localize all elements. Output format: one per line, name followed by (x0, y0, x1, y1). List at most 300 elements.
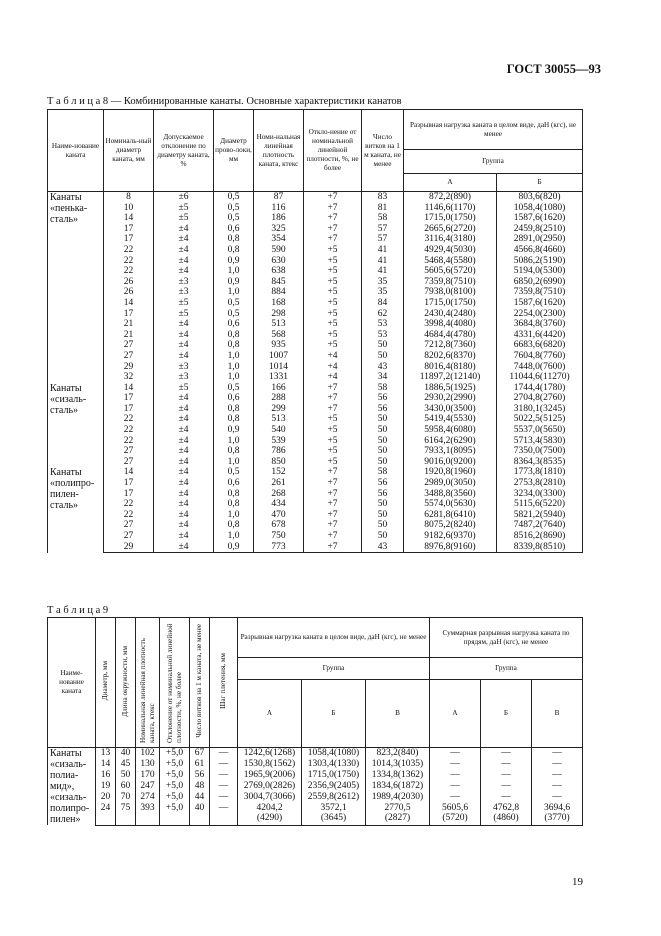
table-cell: 0,8 (214, 414, 254, 425)
table-cell: 1773,8(1810) (497, 467, 583, 478)
table-cell: — (430, 792, 481, 803)
table-cell: +5 (304, 425, 362, 436)
table-cell: 3180,1(3245) (497, 404, 583, 415)
table-cell: — (532, 759, 583, 770)
table-cell: 43 (362, 362, 404, 373)
table-cell: — (210, 748, 238, 759)
table-cell: ±4 (154, 520, 214, 531)
table-cell: 6850,2(6990) (497, 277, 583, 288)
table-cell: 8075,2(8240) (404, 520, 497, 531)
table-cell: ±4 (154, 542, 214, 553)
table-cell: ±4 (154, 436, 214, 447)
table-cell: 0,5 (214, 309, 254, 320)
table-cell: 5115,6(5220) (497, 499, 583, 510)
table-row (48, 393, 583, 404)
table-cell: 0,8 (214, 330, 254, 341)
table-row (48, 372, 583, 383)
table-cell (302, 803, 366, 825)
table-cell: — (430, 759, 481, 770)
table-row (48, 362, 583, 373)
table-cell: 1303,4(1330) (302, 759, 366, 770)
table-cell: 325 (254, 224, 304, 235)
table-cell: ±4 (154, 351, 214, 362)
table-cell: 8 (104, 192, 154, 203)
table-cell: — (210, 781, 238, 792)
table-cell: — (481, 770, 532, 781)
table-row (48, 330, 583, 341)
cell-value: 24 (100, 802, 111, 813)
table-cell: 35 (362, 277, 404, 288)
table-cell: 56 (362, 404, 404, 415)
cell-value-kgf: (3645) (320, 813, 347, 824)
table-cell: 50 (362, 531, 404, 542)
table-row (48, 457, 583, 468)
table-cell: 62 (362, 309, 404, 320)
table-row (48, 759, 583, 770)
table-cell: 7448,0(7600) (497, 362, 583, 373)
table-cell: 17 (104, 404, 154, 415)
table-cell: +7 (304, 393, 362, 404)
rope-type-name: Канаты «сизаль-полиа-мид», «сизаль-полипро-пилен» (48, 748, 96, 826)
t8-head-group: Группа (404, 150, 583, 174)
table-cell: 2430,4(2480) (404, 309, 497, 320)
table-cell: +5,0 (160, 770, 190, 781)
table-cell: 29 (104, 362, 154, 373)
table-cell: 2704,8(2760) (497, 393, 583, 404)
table-cell: 27 (104, 340, 154, 351)
table-cell: 2356,9(2405) (302, 781, 366, 792)
table-cell: 22 (104, 436, 154, 447)
table9-body (48, 748, 583, 826)
table-cell: 11044,6(11270) (497, 372, 583, 383)
table-cell: +5 (304, 330, 362, 341)
table-cell: — (210, 792, 238, 803)
t9-head-density: Номинальная линейная плотность каната, ктекс (136, 618, 160, 748)
table-cell: 50 (116, 770, 136, 781)
table-cell: 1334,8(1362) (366, 770, 430, 781)
table-cell: ±5 (154, 383, 214, 394)
table-cell (366, 803, 430, 825)
table-cell: 4684,4(4780) (404, 330, 497, 341)
t8-head-group-a: А (404, 174, 497, 192)
table-cell: 50 (362, 351, 404, 362)
table-row (48, 309, 583, 320)
table-cell: 58 (362, 467, 404, 478)
table-cell: 0,9 (214, 277, 254, 288)
t9-head-v: В (366, 680, 430, 748)
t9-head-group-whole: Группа (238, 658, 430, 680)
table-cell: 170 (136, 770, 160, 781)
table-cell: 41 (362, 266, 404, 277)
table-cell: 41 (362, 256, 404, 267)
table-cell: 845 (254, 277, 304, 288)
table-row (48, 234, 583, 245)
table-cell: ±4 (154, 478, 214, 489)
table-row (48, 266, 583, 277)
table-cell (532, 803, 583, 825)
table-row (48, 213, 583, 224)
table-cell: 3116,4(3180) (404, 234, 497, 245)
table-cell: 4331,6(4420) (497, 330, 583, 341)
table-cell: 50 (362, 499, 404, 510)
table-cell: 6683,6(6820) (497, 340, 583, 351)
table-cell: +5 (304, 309, 362, 320)
table-cell: 0,6 (214, 393, 254, 404)
table-cell: 7359,8(7510) (404, 277, 497, 288)
table-cell: 850 (254, 457, 304, 468)
table-cell: 17 (104, 478, 154, 489)
table-cell: ±4 (154, 330, 214, 341)
table-cell (430, 803, 481, 825)
table-cell: 50 (362, 340, 404, 351)
table-cell: 50 (362, 510, 404, 521)
table-row (48, 520, 583, 531)
t9-head-group-strands: Группа (430, 658, 583, 680)
cell-value: +5,0 (165, 802, 184, 813)
table-cell: 4929,4(5030) (404, 245, 497, 256)
table-row (48, 192, 583, 203)
table-cell: 274 (136, 792, 160, 803)
t8-head-tolerance: Допускаемое отклонение по диаметру каната, % (154, 110, 214, 192)
table-cell: 513 (254, 414, 304, 425)
cell-value-kgf: (4290) (256, 813, 283, 824)
table-cell: 2930,2(2990) (404, 393, 497, 404)
table-cell: 1,0 (214, 372, 254, 383)
table-cell: 0,9 (214, 542, 254, 553)
table-row (48, 203, 583, 214)
table-cell: 0,6 (214, 224, 254, 235)
table-cell: 56 (190, 770, 210, 781)
table-cell: 27 (104, 351, 154, 362)
table-cell: 17 (104, 393, 154, 404)
table-cell: 3430,0(3500) (404, 404, 497, 415)
table8-caption: Т а б л и ц а 8 — Комбинированные канаты. Основные характеристики канатов (47, 96, 402, 107)
table-cell: 5086,2(5190) (497, 256, 583, 267)
table-cell: ±5 (154, 213, 214, 224)
table-cell: 22 (104, 425, 154, 436)
table-cell (210, 803, 238, 825)
table-cell (481, 803, 532, 825)
t8-head-wire: Диаметр прово-локи, мм (214, 110, 254, 192)
table-cell: 1242,6(1268) (238, 748, 302, 759)
table-cell: 0,5 (214, 213, 254, 224)
table-cell: 40 (116, 748, 136, 759)
table-cell: 1331 (254, 372, 304, 383)
table-cell: 50 (362, 414, 404, 425)
cell-value: 40 (194, 802, 205, 813)
table-cell: 5574,0(5630) (404, 499, 497, 510)
table-cell: 21 (104, 330, 154, 341)
table-cell: +7 (304, 499, 362, 510)
table-cell: 22 (104, 256, 154, 267)
table-row (48, 425, 583, 436)
table-cell: +7 (304, 404, 362, 415)
table-cell: 288 (254, 393, 304, 404)
cell-value: — (218, 802, 229, 813)
table-cell: 0,8 (214, 234, 254, 245)
table-cell: 8202,6(8370) (404, 351, 497, 362)
table-cell: 1,0 (214, 287, 254, 298)
table-cell: ±4 (154, 425, 214, 436)
table-cell: 186 (254, 213, 304, 224)
table-cell: 17 (104, 224, 154, 235)
table-cell: ±3 (154, 277, 214, 288)
table-cell (238, 803, 302, 825)
table-row (48, 770, 583, 781)
t9-head-deviation: Отклонение от номинальной линейной плотности, %, не более (160, 618, 190, 748)
table-cell: 0,5 (214, 203, 254, 214)
table-cell: 13 (96, 748, 116, 759)
table-cell: 17 (104, 489, 154, 500)
table-cell: — (430, 781, 481, 792)
table-cell: 1146,6(1170) (404, 203, 497, 214)
table-cell: ±4 (154, 467, 214, 478)
table-cell: +5 (304, 457, 362, 468)
table-cell: 0,9 (214, 425, 254, 436)
table-cell: 630 (254, 256, 304, 267)
table-cell: 152 (254, 467, 304, 478)
table-cell: 102 (136, 748, 160, 759)
table-row (48, 224, 583, 235)
table-cell: +4 (304, 351, 362, 362)
t9-head-turns: Число витков на 1 м каната, не менее (190, 618, 210, 748)
table-cell: 14 (104, 383, 154, 394)
table-cell: — (430, 748, 481, 759)
table-cell: 87 (254, 192, 304, 203)
table-cell: ±4 (154, 499, 214, 510)
table-cell: 7938,0(8100) (404, 287, 497, 298)
table-cell: — (532, 792, 583, 803)
cell-value: 5605,6 (441, 802, 469, 813)
table-row (48, 404, 583, 415)
table9-caption: Т а б л и ц а 9 (47, 605, 109, 616)
table-cell: 1014 (254, 362, 304, 373)
table-cell: 22 (104, 245, 154, 256)
table-cell: 773 (254, 542, 304, 553)
table-cell: 2459,8(2510) (497, 224, 583, 235)
table-cell: 5537,0(5650) (497, 425, 583, 436)
t8-head-load: Разрывная нагрузка каната в целом виде, даН (кгс), не менее (404, 110, 583, 150)
table-cell: 17 (104, 234, 154, 245)
table-cell: 3488,8(3560) (404, 489, 497, 500)
t8-head-group-b: Б (497, 174, 583, 192)
t9-head-a2: А (430, 680, 481, 748)
table-row (48, 340, 583, 351)
table-row (48, 748, 583, 759)
table-cell: 299 (254, 404, 304, 415)
table-cell: 354 (254, 234, 304, 245)
t9-head-load-whole: Разрывная нагрузка каната в целом виде, даН (кгс), не менее (238, 618, 430, 658)
t9-head-load-strands: Суммарная разрывная нагрузка каната по прядям, даН (кгс), не менее (430, 618, 583, 658)
table-cell: 58 (362, 213, 404, 224)
standard-header: ГОСТ 30055—93 (506, 62, 601, 76)
table-cell: — (481, 748, 532, 759)
table-cell: 19 (96, 781, 116, 792)
table-cell: 539 (254, 436, 304, 447)
table-row (48, 499, 583, 510)
table-cell: 26 (104, 287, 154, 298)
table-cell: ±5 (154, 203, 214, 214)
table-cell: ±6 (154, 192, 214, 203)
table-cell: 45 (116, 759, 136, 770)
table-cell: 8364,3(8535) (497, 457, 583, 468)
table-row (48, 436, 583, 447)
table-cell: 7212,8(7360) (404, 340, 497, 351)
table-cell: 50 (362, 520, 404, 531)
table-cell: ±4 (154, 245, 214, 256)
table-cell: +5 (304, 245, 362, 256)
t8-head-density: Номи-нальная линейная плотность каната, ктекс (254, 110, 304, 192)
table-cell: 540 (254, 425, 304, 436)
table-cell: 16 (96, 770, 116, 781)
table-cell: 786 (254, 446, 304, 457)
table-cell: 8339,8(8510) (497, 542, 583, 553)
table-cell: — (481, 781, 532, 792)
table-cell: 21 (104, 319, 154, 330)
table-cell: 0,5 (214, 298, 254, 309)
table-cell: ±4 (154, 393, 214, 404)
cell-value: 2770,5 (384, 802, 411, 813)
cell-value-kgf: (4860) (493, 813, 519, 824)
table-cell: ±4 (154, 234, 214, 245)
table-cell: 750 (254, 531, 304, 542)
table-cell: 8976,8(9160) (404, 542, 497, 553)
table-cell: 22 (104, 510, 154, 521)
table-cell: 2989,0(3050) (404, 478, 497, 489)
table-cell: 5194,0(5300) (497, 266, 583, 277)
table-cell: 168 (254, 298, 304, 309)
table-cell: 1,0 (214, 457, 254, 468)
table-cell: 130 (136, 759, 160, 770)
table-cell: +7 (304, 213, 362, 224)
t8-head-name: Наиме-нование каната (48, 110, 104, 192)
t9-head-diameter: Диаметр, мм (96, 618, 116, 748)
table-cell: — (532, 770, 583, 781)
table-cell (96, 803, 116, 825)
table-cell: +5,0 (160, 781, 190, 792)
table-cell: 48 (190, 781, 210, 792)
table-cell: ±4 (154, 404, 214, 415)
table-row (48, 467, 583, 478)
table-cell: ±3 (154, 362, 214, 373)
table-cell: 1715,0(1750) (404, 213, 497, 224)
table-cell: — (481, 792, 532, 803)
table-row (48, 319, 583, 330)
table-cell: ±4 (154, 266, 214, 277)
cell-value: 4204,2 (256, 802, 283, 813)
table-cell: 27 (104, 531, 154, 542)
table-cell: +7 (304, 383, 362, 394)
table-cell: 247 (136, 781, 160, 792)
table-cell (160, 803, 190, 825)
table-cell: 50 (362, 446, 404, 457)
table8-body (48, 192, 583, 553)
table-cell: 22 (104, 499, 154, 510)
table-cell: 27 (104, 457, 154, 468)
table-cell: 14 (96, 759, 116, 770)
table-cell: 5713,4(5830) (497, 436, 583, 447)
table-row (48, 489, 583, 500)
table-cell: 5022,5(5125) (497, 414, 583, 425)
table-cell: 83 (362, 192, 404, 203)
t8-head-diameter: Номиналь-ный диаметр каната, мм (104, 110, 154, 192)
table-cell: 50 (362, 436, 404, 447)
table-cell: ±4 (154, 256, 214, 267)
table-cell: 56 (362, 393, 404, 404)
table-cell: 57 (362, 234, 404, 245)
table-cell: — (532, 748, 583, 759)
table-cell: 884 (254, 287, 304, 298)
table-row (48, 531, 583, 542)
table-cell: +5 (304, 414, 362, 425)
table-cell: 7487,2(7640) (497, 520, 583, 531)
table-cell: 34 (362, 372, 404, 383)
table-cell: 1715,0(1750) (404, 298, 497, 309)
t9-head-circumference: Длина окружности, мм (116, 618, 136, 748)
table-cell: 43 (362, 542, 404, 553)
table-cell: +4 (304, 362, 362, 373)
table-row (48, 792, 583, 803)
cell-value-kgf: (3770) (544, 813, 570, 824)
table-cell: 1058,4(1080) (497, 203, 583, 214)
table8 (47, 109, 583, 553)
table-cell: +5 (304, 436, 362, 447)
cell-value: 4762,8 (492, 802, 520, 813)
table-cell: 14 (104, 213, 154, 224)
table-cell: — (210, 770, 238, 781)
table-cell: 513 (254, 319, 304, 330)
table-cell: +7 (304, 234, 362, 245)
table-cell: 1,0 (214, 362, 254, 373)
table-cell: 35 (362, 287, 404, 298)
table-cell: 14 (104, 467, 154, 478)
table-cell: +5 (304, 256, 362, 267)
table-cell: 1530,8(1562) (238, 759, 302, 770)
table-cell: 8516,2(8690) (497, 531, 583, 542)
table-cell: 5605,6(5720) (404, 266, 497, 277)
table-row (48, 383, 583, 394)
table-cell: 1744,4(1780) (497, 383, 583, 394)
t9-head-lay: Шаг плетения, мм (210, 618, 238, 748)
table-cell: 2769,0(2826) (238, 781, 302, 792)
table-cell: 58 (362, 383, 404, 394)
table-cell: ±5 (154, 309, 214, 320)
table-cell: — (430, 770, 481, 781)
table-cell: 678 (254, 520, 304, 531)
table-cell: 3684,8(3760) (497, 319, 583, 330)
table-cell: — (210, 759, 238, 770)
table-cell: ±4 (154, 510, 214, 521)
table-cell: 298 (254, 309, 304, 320)
t8-head-turns: Число витков на 1 м каната, не менее (362, 110, 404, 192)
table-cell: 434 (254, 499, 304, 510)
table-row (48, 542, 583, 553)
table-cell: 56 (362, 478, 404, 489)
table-cell: 5958,4(6080) (404, 425, 497, 436)
t9-head-b2: Б (481, 680, 532, 748)
table-cell: 8016,4(8180) (404, 362, 497, 373)
table-cell: 261 (254, 478, 304, 489)
rope-type-name: Канаты «полипро-пилен-сталь» (48, 467, 104, 552)
table-cell: 14 (104, 298, 154, 309)
table-cell: 27 (104, 446, 154, 457)
table-cell: 0,5 (214, 192, 254, 203)
table-cell: +7 (304, 489, 362, 500)
table-cell: ±4 (154, 319, 214, 330)
table-cell: 9016,0(9200) (404, 457, 497, 468)
table-cell: 638 (254, 266, 304, 277)
table-cell: 32 (104, 372, 154, 383)
